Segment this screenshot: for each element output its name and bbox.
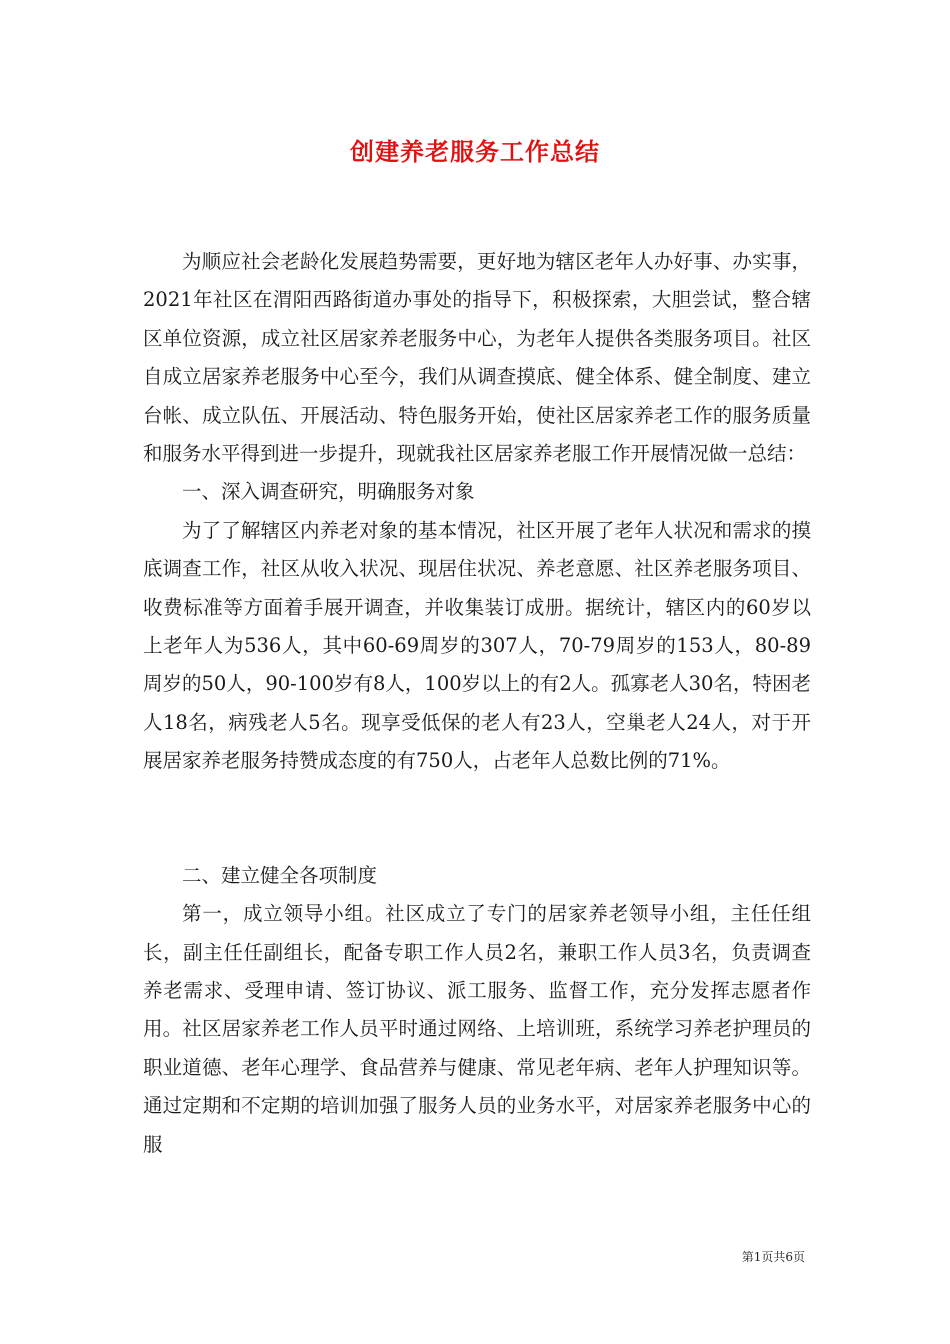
- section-2-paragraph: 第一，成立领导小组。社区成立了专门的居家养老领导小组，主任任组长，副主任任副组长，配备专职工作人员2名，兼职工作人员3名，负责调查养老需求、受理申请、签订协议、派工服务、监督工作，充分发挥志愿者作用。社区居家养老工作人员平时通过网络、上培训班，系统学习养老护理员的职业道德、老年心理学、食品营养与健康、常见老年病、老年人护理知识等。通过定期和不定期的培训加强了服务人员的业务水平，对居家养老服务中心的服: [143, 902, 811, 1156]
- paragraph-spacer: [143, 781, 811, 857]
- section-heading-1: 一、深入调查研究，明确服务对象: [182, 480, 475, 504]
- document-title: 创建养老服务工作总结: [350, 137, 600, 166]
- section-heading-2: 二、建立健全各项制度: [182, 863, 378, 887]
- page-number-footer: 第1页共6页: [741, 1250, 805, 1264]
- intro-paragraph: 为顺应社会老龄化发展趋势需要，更好地为辖区老年人办好事、办实事，2021年社区在渭阳西路街道办事处的指导下，积极探索，大胆尝试，整合辖区单位资源，成立社区居家养老服务中心，为老年人提供各类服务项目。社区自成立居家养老服务中心至今，我们从调查摸底、健全体系、健全制度、建立台帐、成立队伍、开展活动、特色服务开始，使社区居家养老工作的服务质量和服务水平得到进一步提升，现就我社区居家养老服工作开展情况做一总结：: [143, 250, 811, 466]
- section-1-paragraph: 为了了解辖区内养老对象的基本情况，社区开展了老年人状况和需求的摸底调查工作，社区从收入状况、现居住状况、养老意愿、社区养老服务项目、收费标准等方面着手展开调查，并收集装订成册。据统计，辖区内的60岁以上老年人为536人，其中60-69周岁的307人，70-79周岁的153人，80-89周岁的50人，90-100岁有8人，100岁以上的有2人。孤寡老人30名，特困老人18名，病残老人5名。现享受低保的老人有23人，空巢老人24人，对于开展居家养老服务持赞成态度的有750人，占老年人总数比例的71%。: [143, 518, 811, 773]
- document-body: [143, 243, 811, 1164]
